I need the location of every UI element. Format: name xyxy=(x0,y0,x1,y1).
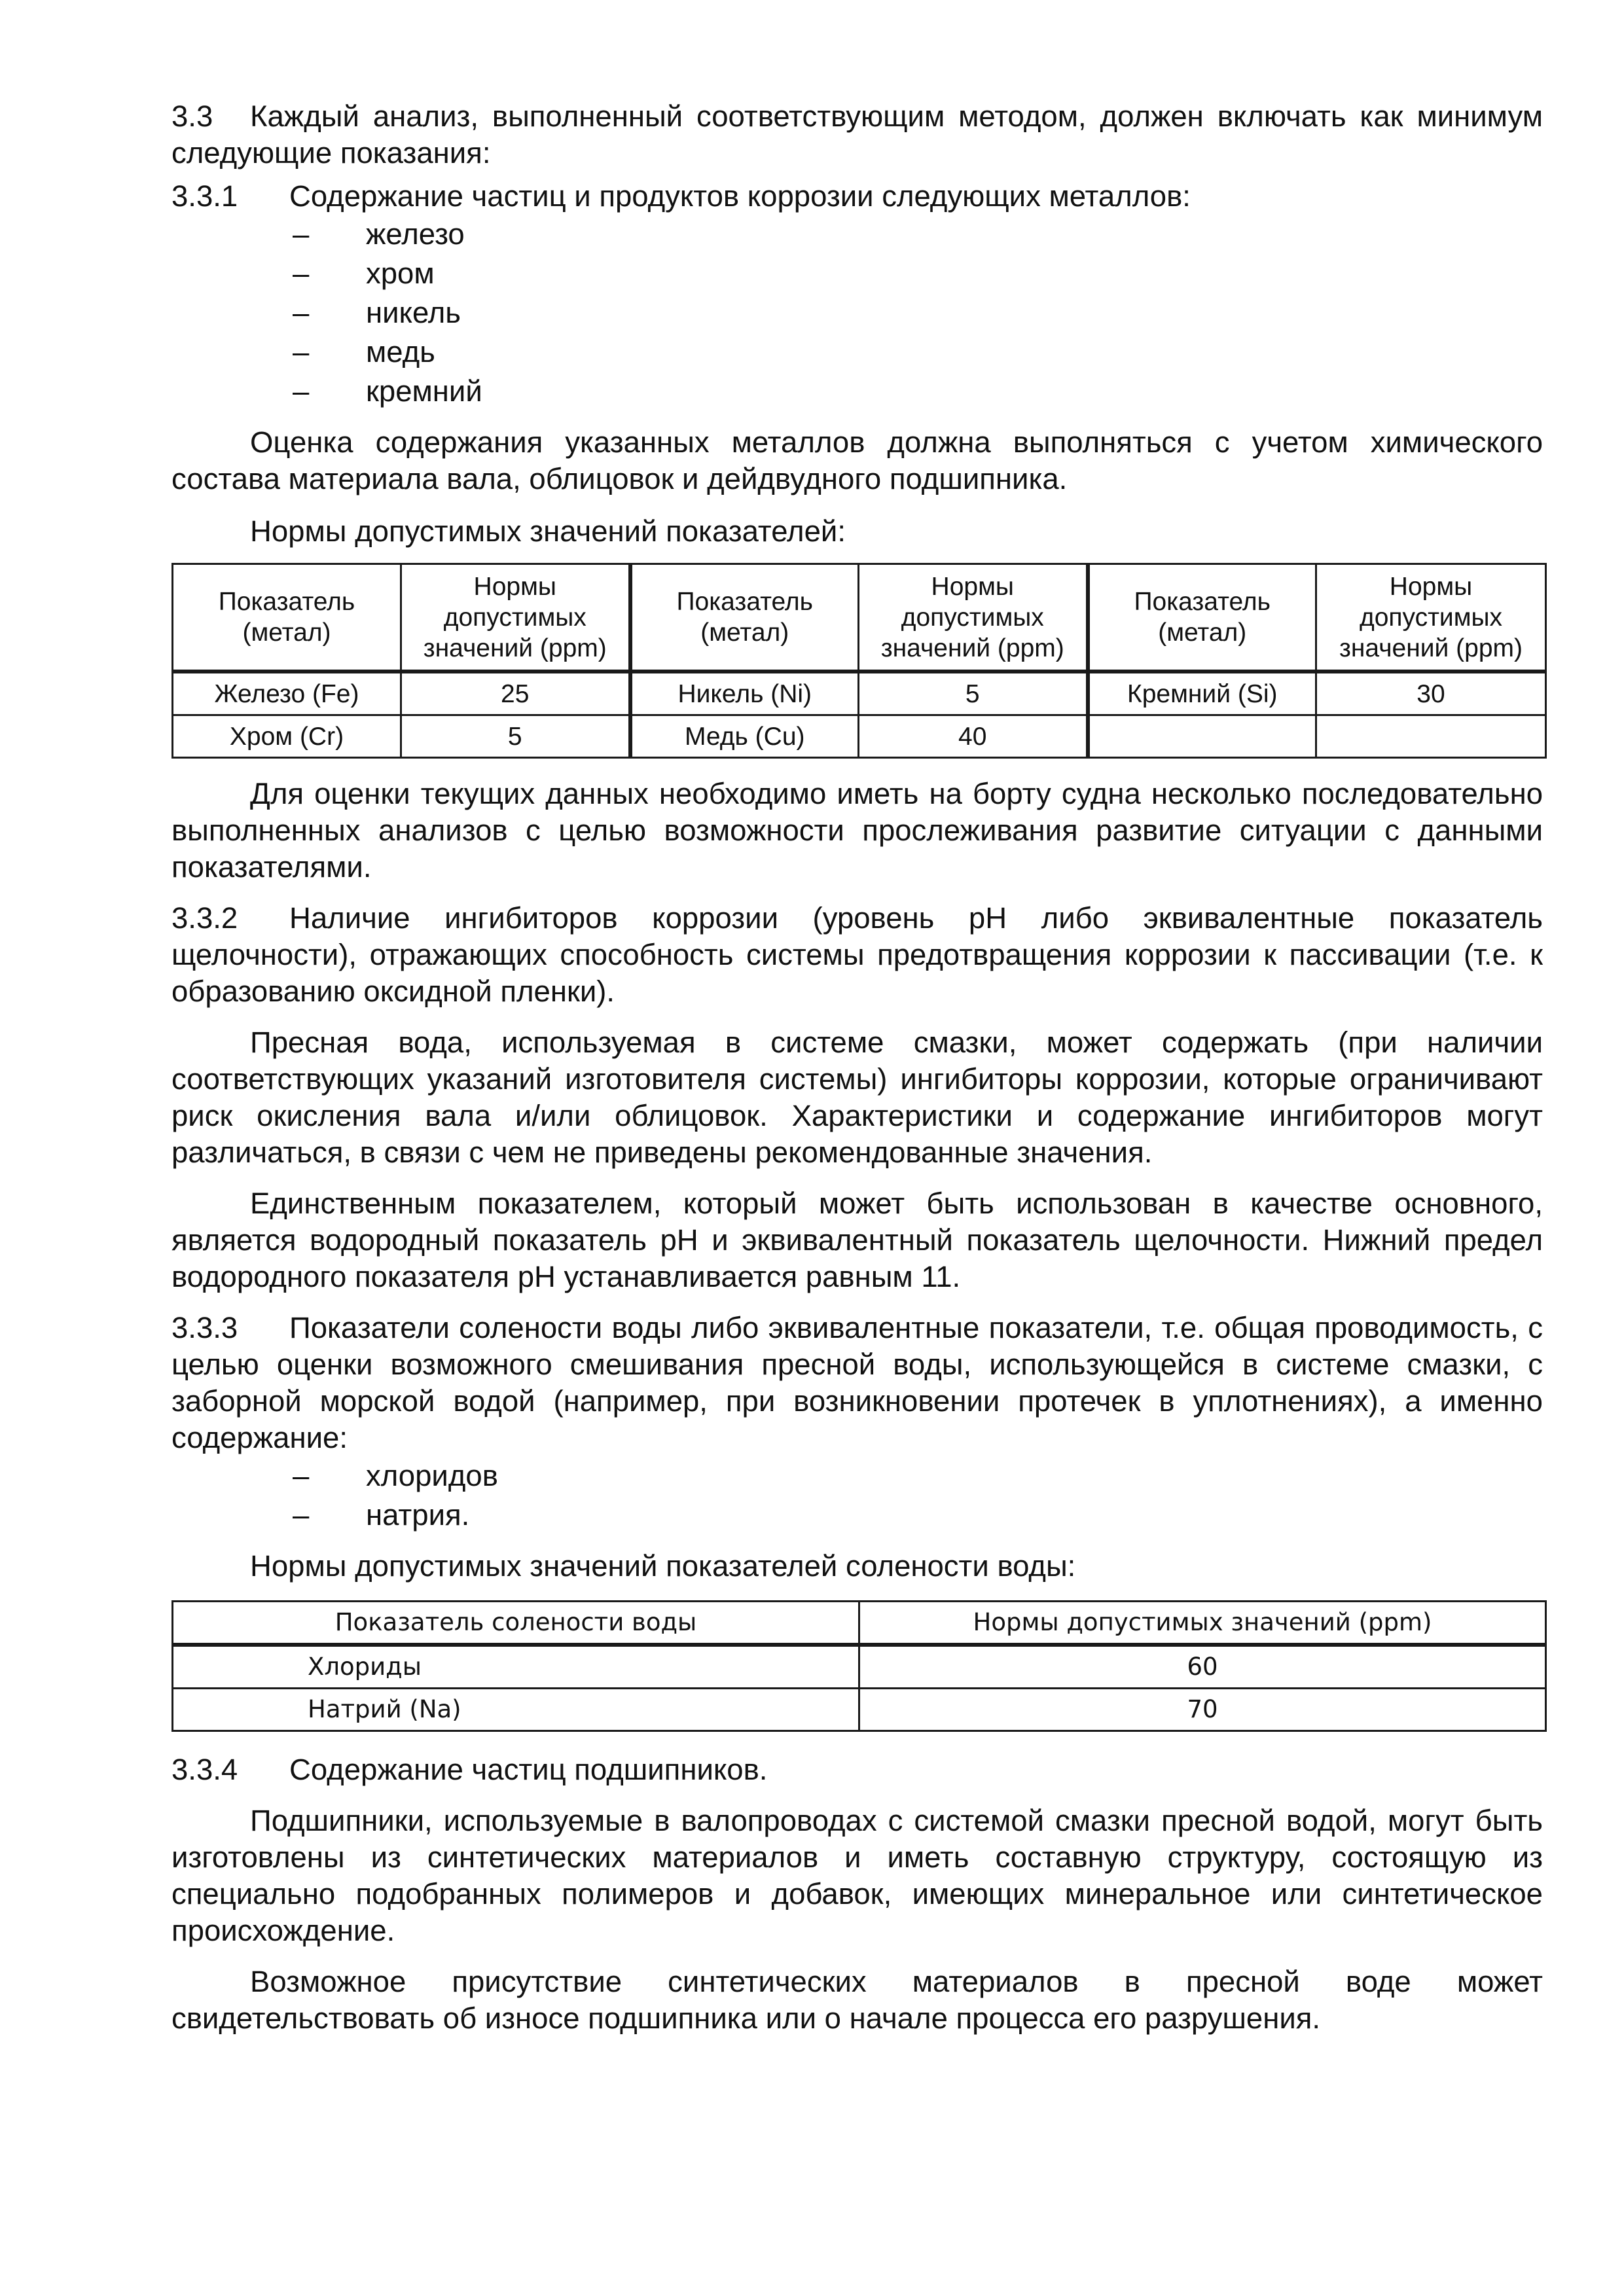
dash-icon: – xyxy=(293,335,310,368)
table-cell: Кремний (Si) xyxy=(1088,672,1316,715)
table-row xyxy=(173,1645,1546,1689)
list-item: – никель xyxy=(293,293,1543,332)
section-text: Содержание частиц подшипников. xyxy=(289,1753,768,1786)
table-header: Нормы допустимых значений (ppm) xyxy=(859,564,1088,672)
list-item: – хром xyxy=(293,254,1543,293)
table-cell: 30 xyxy=(1316,672,1546,715)
salinity-norms-table xyxy=(171,1600,1547,1732)
section-number: 3.3.4 xyxy=(171,1753,238,1786)
table-header: Показатель (метал) xyxy=(1088,564,1316,672)
table-row xyxy=(173,1689,1546,1731)
document-content xyxy=(171,98,1543,2037)
paragraph-evaluation: Оценка содержания указанных металлов должна выполняться с учетом химического состава материала вала, облицовок и дейдвудного подшипника. xyxy=(171,425,1543,495)
table-cell: Никель (Ni) xyxy=(630,672,859,715)
table-row xyxy=(173,715,1546,758)
table-header: Нормы допустимых значений (ppm) xyxy=(1316,564,1546,672)
section-3-3 xyxy=(171,98,1543,171)
table-cell: Натрий (Na) xyxy=(173,1689,859,1731)
metals-norms-table xyxy=(171,563,1547,759)
table-cell: 60 xyxy=(859,1645,1546,1689)
dash-icon: – xyxy=(293,217,310,251)
section-text: Каждый анализ, выполненный соответствующим методом, должен включать как минимум следующие показания: xyxy=(171,99,1543,170)
section-text: Показатели солености воды либо эквивалентные показатели, т.е. общая проводимость, с целью оценки возможного смешивания пресной воды, использующейся в системе смазки, с заборной морской водой (например, при возникновении протечек в уплотнениях), а именно содержание: xyxy=(171,1311,1543,1454)
dash-icon: – xyxy=(293,374,310,408)
section-number: 3.3 xyxy=(171,99,213,133)
paragraph-norms-metals: Нормы допустимых значений показателей: xyxy=(250,514,846,548)
dash-icon: – xyxy=(293,1459,310,1492)
table-header: Нормы допустимых значений (ppm) xyxy=(401,564,630,672)
paragraph-ph: Единственным показателем, который может быть использован в качестве основного, является водородный показатель pH и эквивалентный показатель щелочности. Нижний предел водородного показателя pH устанавливается равным 11. xyxy=(171,1187,1543,1293)
section-number: 3.3.3 xyxy=(171,1311,238,1344)
table-cell: Хром (Cr) xyxy=(173,715,401,758)
section-3-3-3 xyxy=(171,1310,1543,1456)
section-3-3-1 xyxy=(171,178,1543,215)
list-item: – хлоридов xyxy=(293,1456,1543,1496)
list-item: – железо xyxy=(293,215,1543,254)
section-number: 3.3.2 xyxy=(171,901,238,935)
table-header-row xyxy=(173,1602,1546,1645)
paragraph-fresh-water: Пресная вода, используемая в системе смазки, может содержать (при наличии соответствующих указаний изготовителя системы) ингибиторы коррозии, которые ограничивают риск окисления вала и/или облицовок. Характеристики и содержание ингибиторов могут различаться, в связи с чем не приведены рекомендованные значения. xyxy=(171,1026,1543,1169)
section-3-3-4 xyxy=(171,1751,1543,1788)
table-header: Показатель (метал) xyxy=(630,564,859,672)
dash-icon: – xyxy=(293,257,310,290)
paragraph-norms-salinity: Нормы допустимых значений показателей солености воды: xyxy=(250,1549,1076,1583)
table-cell: 70 xyxy=(859,1689,1546,1731)
table-cell xyxy=(1316,715,1546,758)
section-3-3-2 xyxy=(171,900,1543,1010)
metals-list xyxy=(171,215,1543,411)
table-cell: Железо (Fe) xyxy=(173,672,401,715)
table-cell: Хлориды xyxy=(173,1645,859,1689)
section-text: Наличие ингибиторов коррозии (уровень pH либо эквивалентные показатель щелочности), отражающих способность системы предотвращения коррозии к пассивации (т.е. к образованию оксидной пленки). xyxy=(171,901,1543,1008)
table-cell: Медь (Cu) xyxy=(630,715,859,758)
section-text: Содержание частиц и продуктов коррозии следующих металлов: xyxy=(289,179,1191,213)
list-item: – натрия. xyxy=(293,1496,1543,1535)
table-cell xyxy=(1088,715,1316,758)
list-item: – медь xyxy=(293,332,1543,372)
dash-icon: – xyxy=(293,296,310,329)
table-header-row xyxy=(173,564,1546,672)
table-cell: 25 xyxy=(401,672,630,715)
table-cell: 5 xyxy=(859,672,1088,715)
paragraph-bearings: Подшипники, используемые в валопроводах с системой смазки пресной водой, могут быть изготовлены из синтетических материалов и иметь составную структуру, состоящую из специально подобранных полимеров и добавок, имеющих минеральное или синтетическое происхождение. xyxy=(171,1804,1543,1947)
table-cell: 5 xyxy=(401,715,630,758)
table-header: Нормы допустимых значений (ppm) xyxy=(859,1602,1546,1645)
table-header: Показатель солености воды xyxy=(173,1602,859,1645)
table-row xyxy=(173,672,1546,715)
table-cell: 40 xyxy=(859,715,1088,758)
salinity-list xyxy=(171,1456,1543,1535)
paragraph-board-analyses: Для оценки текущих данных необходимо иметь на борту судна несколько последовательно выполненных анализов с целью возможности прослеживания развитие ситуации с данными показателями. xyxy=(171,777,1543,884)
table-header: Показатель (метал) xyxy=(173,564,401,672)
section-number: 3.3.1 xyxy=(171,179,238,213)
paragraph-synthetic: Возможное присутствие синтетических материалов в пресной воде может свидетельствовать об износе подшипника или о начале процесса его разрушения. xyxy=(171,1965,1543,2035)
list-item: – кремний xyxy=(293,372,1543,411)
dash-icon: – xyxy=(293,1498,310,1532)
